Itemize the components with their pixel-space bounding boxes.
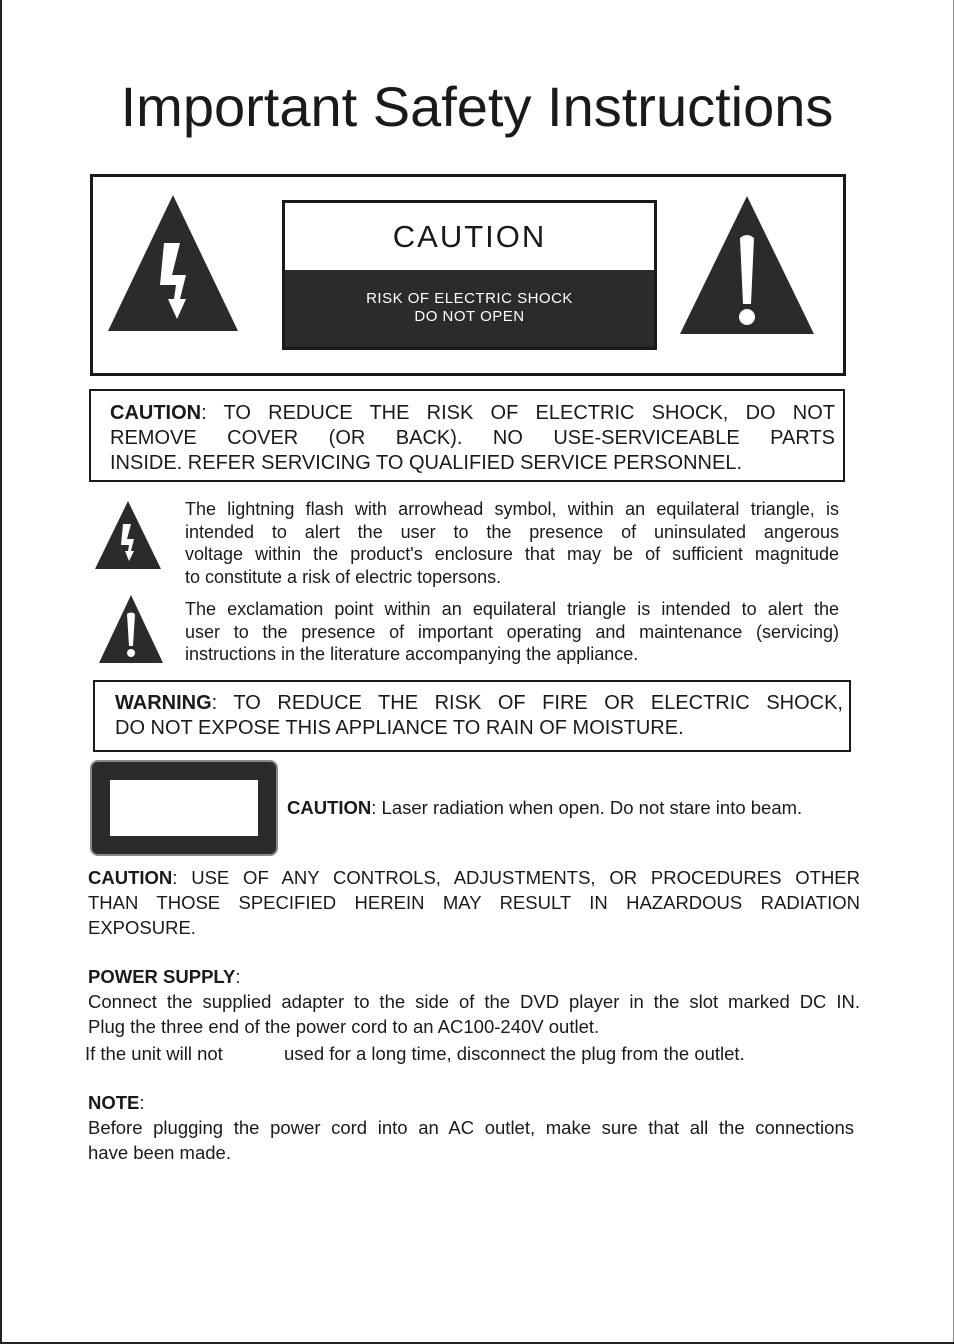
caution-label-line2: DO NOT OPEN bbox=[414, 308, 525, 325]
lightning-explanation: The lightning flash with arrowhead symbol, within an equilateral triangle, is intended to alert the user to the presence of uninsulated angerous voltage within the product's enclosure that may be of sufficient magnitude to constitute a risk of electric topersons. bbox=[185, 499, 839, 587]
controls-caution bbox=[88, 865, 860, 940]
laser-caution-label: CAUTION bbox=[287, 797, 372, 818]
caution-text-box bbox=[89, 389, 845, 482]
warning-line1: WARNING: TO REDUCE THE RISK OF FIRE OR ELECTRIC SHOCK, bbox=[115, 692, 843, 714]
caution-box-line2: REMOVE COVER (OR BACK). NO USE-SERVICEABLE PARTS bbox=[110, 427, 835, 449]
power-supply-heading: POWER SUPPLY: bbox=[88, 966, 241, 987]
note-line1: Before plugging the power cord into an AC outlet, make sure that all the connections bbox=[88, 1117, 854, 1138]
caution-box-line1: CAUTION: TO REDUCE THE RISK OF ELECTRIC SHOCK, DO NOT bbox=[110, 402, 835, 424]
exclamation-warning-icon bbox=[678, 194, 816, 336]
page-title: Important Safety Instructions bbox=[120, 75, 834, 138]
lightning-small-icon bbox=[94, 500, 162, 570]
caution-box-line3: INSIDE. REFER SERVICING TO QUALIFIED SERVICE PERSONNEL. bbox=[110, 452, 743, 474]
caution-label-heading: CAUTION bbox=[392, 219, 547, 254]
warning-label: WARNING bbox=[115, 692, 212, 714]
caution-box-label: CAUTION bbox=[110, 402, 202, 424]
exclamation-small-icon bbox=[98, 594, 164, 664]
page-left-edge bbox=[0, 0, 2, 1344]
note-section bbox=[88, 1090, 854, 1165]
controls-caution-label: CAUTION bbox=[88, 867, 173, 888]
laser-label-icon bbox=[92, 762, 276, 854]
caution-label-body bbox=[285, 270, 654, 347]
laser-caution: CAUTION: Laser radiation when open. Do not stare into beam. bbox=[287, 797, 803, 818]
caution-label-line1: RISK OF ELECTRIC SHOCK bbox=[366, 290, 573, 307]
note-line2: have been made. bbox=[88, 1142, 231, 1163]
controls-caution-line2: THAN THOSE SPECIFIED HEREIN MAY RESULT IN HAZARDOUS RADIATION bbox=[88, 892, 860, 913]
controls-caution-line1: CAUTION: USE OF ANY CONTROLS, ADJUSTMENTS, OR PROCEDURES OTHER bbox=[88, 867, 860, 888]
power-supply-section bbox=[88, 964, 860, 1039]
power-supply-line3a: If the unit will not bbox=[85, 1043, 223, 1064]
warning-text-box bbox=[93, 680, 851, 752]
power-supply-line3b: used for a long time, disconnect the plug from the outlet. bbox=[284, 1043, 745, 1064]
lightning-warning-icon bbox=[106, 193, 240, 333]
controls-caution-line3: EXPOSURE. bbox=[88, 917, 196, 938]
power-supply-line1: Connect the supplied adapter to the side of the DVD player in the slot marked DC IN. bbox=[88, 991, 860, 1012]
note-heading: NOTE: bbox=[88, 1092, 145, 1113]
exclamation-explanation: The exclamation point within an equilateral triangle is intended to alert the user to the presence of important operating and maintenance (servicing) instructions in the literature accompanying the appliance. bbox=[185, 599, 839, 664]
caution-label bbox=[282, 200, 657, 350]
power-supply-line2: Plug the three end of the power cord to an AC100-240V outlet. bbox=[88, 1016, 600, 1037]
laser-label-window bbox=[110, 780, 258, 836]
warning-line2: DO NOT EXPOSE THIS APPLIANCE TO RAIN OF MOISTURE. bbox=[115, 717, 684, 739]
